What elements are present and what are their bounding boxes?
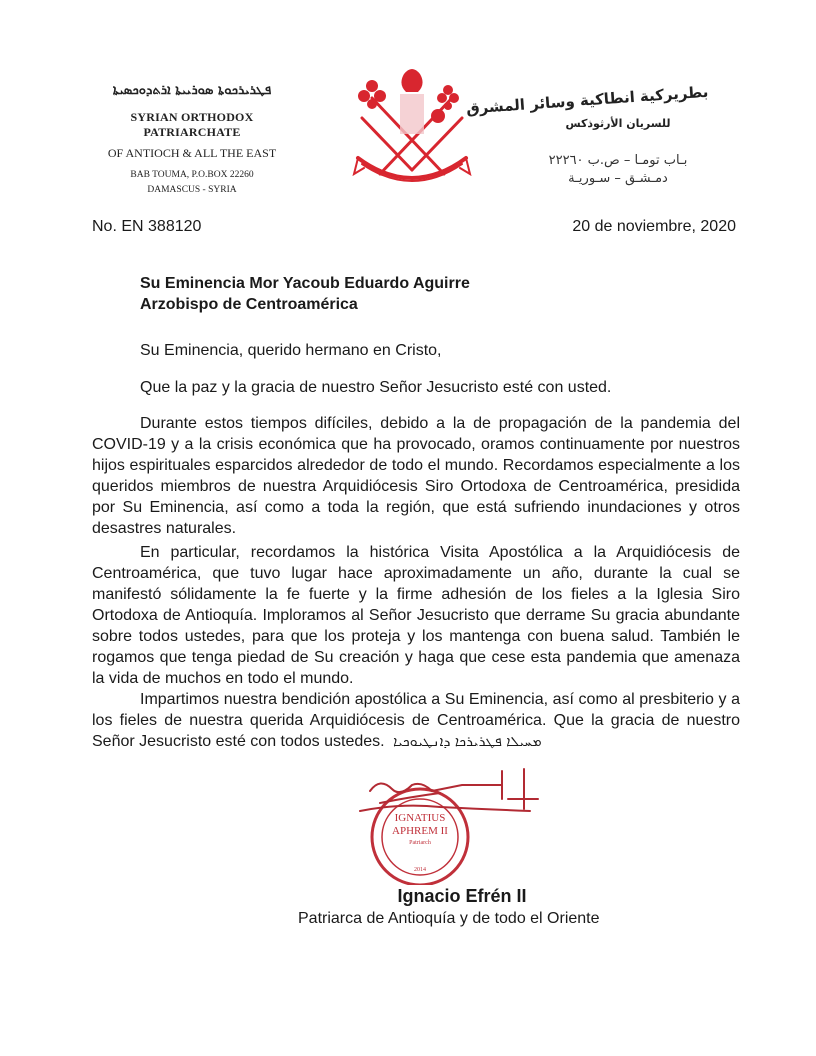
paragraph-3 (92, 689, 740, 753)
letterhead-address: BAB TOUMA, P.O.BOX 22260 (130, 170, 254, 180)
seal-line-2: APHREM II (392, 825, 448, 837)
closing-syriac: ܡܚܝܠܐ ܦܛܪܝܪܟܐ ܕܐܢܛܝܘܟܝܐ (393, 734, 542, 750)
reference-number: No. EN 388120 (92, 218, 202, 235)
letter-date: 20 de noviembre, 2020 (572, 218, 736, 235)
letterhead-left (92, 82, 292, 200)
signer-name (0, 886, 816, 907)
signer-title: Patriarca de Antioquía y de todo el Oriente (298, 910, 600, 927)
greeting: Que la paz y la gracia de nuestro Señor Jesucristo esté con usted. (140, 379, 612, 396)
paragraph-1: Durante estos tiempos difíciles, debido a la de propagación de la pandemia del COVID-19 y a la crisis económica que ha provocado, oramos continuamente por nuestros hijos espirituales esparcidos alrededor de todo el mundo. Recordamos especialmente a los queridos miembros de nuestra Arquidiócesis Siro Ortodoxa de Centroamérica, presidida por Su Eminencia, así como a toda la región, que está sufriendo inundaciones y otros desastres naturales. (92, 415, 740, 537)
paragraph-2: En particular, recordamos la histórica Visita Apostólica a la Arquidiócesis de Centroamérica, que tuvo lugar hace aproximadamente un año, durante la cual se manifestó sólidamente la fe fuerte y la firme adhesión de los fieles a la Iglesia Siro Ortodoxa de Antioquía. Imploramos al Señor Jesucristo que derrame Su gracia abundante sobre todos ustedes, para que los proteja y los mantenga con buena salud. También le rogamos que tenga piedad de Su creación y haga que cese esta pandemia que amenaza la vida de muchos en todo el mundo. (92, 544, 740, 687)
letterhead-subtitle: OF ANTIOCH & ALL THE EAST (107, 146, 277, 160)
addressee-name: Su Eminencia Mor Yacoub Eduardo Aguirre (140, 275, 470, 292)
arabic-sub-text: للسريان الأرثوذكس (565, 117, 671, 130)
addressee-block (140, 273, 470, 315)
addressee-title: Arzobispo de Centroamérica (140, 296, 358, 313)
seal-line-3: Patriarch (409, 840, 431, 846)
paragraph-3-text: Impartimos nuestra bendición apostólica a Su Eminencia, así como al presbiterio y a los fieles de nuestra querida Arquidiócesis de Centroamérica. Que la gracia de nuestro Señor Jesucristo esté con todos ustedes. (92, 691, 740, 750)
arabic-address: بـاب تومـا – ص.ب ٢٢٢٦٠ (548, 153, 688, 168)
salutation: Su Eminencia, querido hermano en Cristo, (140, 342, 442, 359)
syriac-header: ܦܛܪܝܪܟܘܬܐ ܣܘܪܝܝܬܐ ܐܪܬܕܘܟܣܝܬܐ (112, 83, 272, 98)
letterhead-right (465, 74, 709, 188)
letterhead-title: SYRIAN ORTHODOX PATRIARCHATE (130, 110, 254, 139)
arabic-calligraphy-block (465, 74, 709, 152)
arabic-city: دمـشـق – سـوريـة (568, 171, 668, 186)
signer-name-text: Ignacio Efrén II (397, 886, 527, 906)
patriarchal-crest-icon (348, 66, 476, 194)
arabic-arch-text: بطريركية انطاكية وسائر المشرق (465, 82, 709, 118)
letterhead-city: DAMASCUS - SYRIA (147, 185, 237, 195)
signature-and-seal (340, 755, 570, 885)
seal-year: 2014 (414, 867, 426, 873)
seal-line-1: IGNATIUS (394, 812, 446, 824)
